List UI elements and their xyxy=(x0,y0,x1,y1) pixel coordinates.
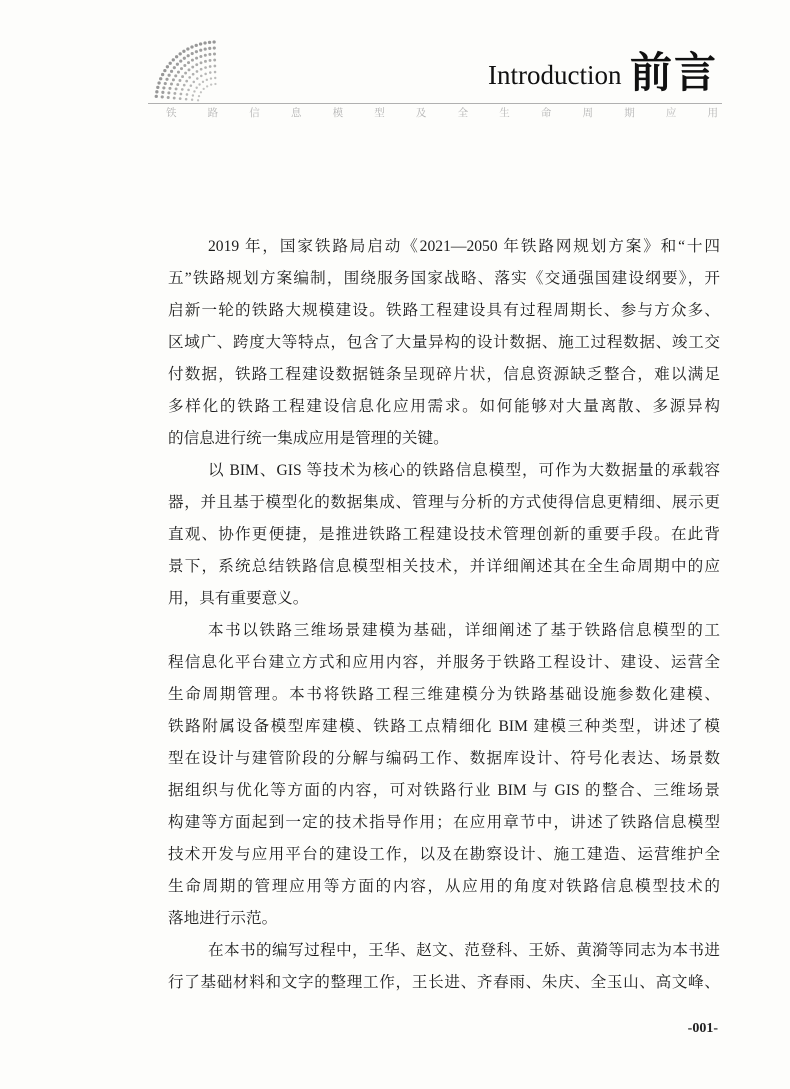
ornament-dot xyxy=(206,79,208,81)
ornament-dot xyxy=(159,77,162,80)
paragraph-line: 落地进行示范。 xyxy=(168,910,278,927)
ornament-dot xyxy=(168,87,171,90)
paragraph-line: 型在设计与建管阶段的分解与编码工作、数据库设计、符号化表达、场景数 xyxy=(168,750,720,767)
ornament-dot xyxy=(180,93,183,96)
paragraph-line: 景下，系统总结铁路信息模型相关技术，并详细阐述其在全生命周期中的应 xyxy=(168,558,720,575)
paragraph-line: 区域广、跨度大等特点，包含了大量异构的设计数据、施工过程数据、竣工交 xyxy=(168,334,720,351)
ornament-dot xyxy=(202,81,204,83)
ornament-dot xyxy=(199,42,202,45)
ornament-dot xyxy=(166,65,169,68)
ornament-dot xyxy=(196,77,199,80)
ornament-dot xyxy=(208,53,211,56)
ornament-dot xyxy=(206,85,208,87)
ornament-dot xyxy=(175,55,178,58)
ornament-dot xyxy=(208,41,211,44)
ornament-dot xyxy=(167,91,170,94)
ornament-dot xyxy=(198,95,200,97)
ornament-dot xyxy=(200,61,203,64)
ornament-dot xyxy=(186,47,189,50)
ornament-dot xyxy=(195,44,198,47)
ornament-dot xyxy=(210,77,212,79)
ornament-dot xyxy=(162,86,165,89)
ornament-dot xyxy=(179,60,182,63)
ornament-dot xyxy=(187,61,190,64)
paragraph xyxy=(168,935,720,999)
ornament-dot xyxy=(190,84,193,87)
ornament-dot xyxy=(209,71,212,74)
ornament-dot xyxy=(214,83,216,85)
dotted-arc-ornament-icon xyxy=(148,36,220,104)
ornament-dot xyxy=(185,98,188,101)
paragraph-line: 多样化的铁路工程建设信息化应用需求。如何能够对大量离散、多源异构 xyxy=(168,398,720,415)
ornament-dot xyxy=(156,86,159,89)
paragraph-line: 生命周期的管理应用等方面的内容，从应用的角度对铁路信息模型技术的 xyxy=(168,878,720,895)
ornament-dot xyxy=(195,50,198,53)
page-number: -001- xyxy=(687,1021,718,1036)
ornament-dot xyxy=(155,95,158,98)
ornament-dot xyxy=(183,64,186,67)
ornament-dot xyxy=(170,70,173,73)
paragraph-line: 铁路附属设备模型库建模、铁路工点精细化 BIM 建模三种类型，讲述了模 xyxy=(168,718,720,735)
ornament-dot xyxy=(180,67,183,70)
ornament-dot xyxy=(213,46,216,49)
ornament-dot xyxy=(184,72,187,75)
ornament-dot xyxy=(175,87,178,90)
paragraph-line: 付数据，铁路工程建设数据链条呈现碎片状，信息资源缺乏整合，难以满足 xyxy=(168,366,720,383)
ornament-dot xyxy=(200,68,203,71)
ornament-dot xyxy=(204,54,207,57)
paragraph-line: 五”铁路规划方案编制，围绕服务国家战略、落实《交通强国建设纲要》，开 xyxy=(168,270,720,287)
section-title-chinese: 前言 xyxy=(630,48,719,97)
ornament-dot xyxy=(155,90,158,93)
ornament-dot xyxy=(187,89,190,92)
ornament-dot xyxy=(161,91,164,94)
ornament-dot xyxy=(177,71,180,74)
ornament-dot xyxy=(176,63,179,66)
ornament-dot xyxy=(209,59,212,62)
ornament-dot xyxy=(203,88,205,90)
ornament-dot xyxy=(203,41,206,44)
paragraph-line: 用，具有重要意义。 xyxy=(168,590,309,607)
ornament-dot xyxy=(190,45,193,48)
ornament-dot xyxy=(187,54,190,57)
paragraph-line: 行了基础材料和文字的整理工作，王长进、齐春雨、朱庆、全玉山、高文峰、 xyxy=(168,974,720,991)
ornament-dot xyxy=(179,97,182,100)
ornament-dot xyxy=(186,93,189,96)
ornament-dot xyxy=(210,84,212,86)
ornament-dot xyxy=(191,99,193,101)
ornament-dot xyxy=(213,59,216,62)
ornament-dot xyxy=(157,81,160,84)
ornament-dot xyxy=(196,70,199,73)
paragraph-line: 的信息进行统一集成应用是管理的关键。 xyxy=(168,430,449,447)
ornament-dot xyxy=(200,75,203,78)
ornament-dot xyxy=(181,88,184,91)
ornament-dot xyxy=(182,50,185,53)
ornament-dot xyxy=(188,76,191,79)
ornament-dot xyxy=(214,65,217,68)
ornament-dot xyxy=(197,99,199,101)
ornament-dot xyxy=(209,65,212,68)
ornament-dot xyxy=(200,91,202,93)
ornament-dot xyxy=(192,94,194,96)
ornament-dot xyxy=(173,92,176,95)
ornament-dot xyxy=(164,82,167,85)
ornament-dot xyxy=(185,80,188,83)
ornament-dot xyxy=(172,78,175,81)
ornament-dot xyxy=(191,66,194,69)
ornament-dot xyxy=(165,78,168,81)
paragraph-line: 2019 年，国家铁路局启动《2021—2050 年铁路网规划方案》和“十四 xyxy=(208,238,720,255)
paragraph-line: 技术开发与应用平台的建设工作，以及在勘察设计、施工建造、运营维护全 xyxy=(168,846,720,863)
paragraph xyxy=(168,615,720,935)
paragraph xyxy=(168,455,720,615)
ornament-dot xyxy=(195,87,197,89)
ornament-dot xyxy=(173,97,176,100)
ornament-dot xyxy=(195,57,198,60)
ornament-dot xyxy=(173,66,176,69)
ornament-dot xyxy=(161,73,164,76)
ornament-dot xyxy=(169,62,172,65)
ornament-dot xyxy=(214,71,217,74)
preface-body xyxy=(168,231,720,999)
paragraph-line: 构建等方面起到一定的技术指导作用；在应用章节中，讲述了铁路信息模型 xyxy=(168,814,720,831)
ornament-dot xyxy=(167,96,170,99)
ornament-dot xyxy=(193,81,196,84)
paragraph-line: 以 BIM、GIS 等技术为核心的铁路信息模型，可作为大数据量的承载容 xyxy=(208,462,720,479)
ornament-dot xyxy=(168,74,171,77)
ornament-dot xyxy=(212,40,215,43)
ornament-dot xyxy=(204,60,207,63)
ornament-dot xyxy=(199,49,202,52)
header-rule xyxy=(148,103,722,104)
paragraph-line: 据组织与优化等方面的内容，可对铁路行业 BIM 与 GIS 的整合、三维场景 xyxy=(168,782,720,799)
running-title: 铁路信息模型及全生命周期应用 xyxy=(166,107,718,119)
section-title-english: Introduction xyxy=(488,60,622,90)
ornament-dot xyxy=(198,83,200,85)
paragraph xyxy=(168,231,720,455)
ornament-dot xyxy=(163,69,166,72)
ornament-dot xyxy=(181,75,184,78)
ornament-dot xyxy=(204,73,207,76)
ornament-dot xyxy=(191,59,194,62)
ornament-dot xyxy=(191,52,194,55)
paragraph-line: 生命周期管理。本书将铁路工程三维建模分为铁路基础设施参数化建模、 xyxy=(168,686,720,703)
ornament-dot xyxy=(192,73,195,76)
ornament-dot xyxy=(179,79,182,82)
ornament-dot xyxy=(172,58,175,61)
ornament-dot xyxy=(179,52,182,55)
paragraph-line: 启新一轮的铁路大规模建设。铁路工程建设具有过程周期长、参与方众多、 xyxy=(168,302,720,319)
ornament-dot xyxy=(183,57,186,60)
ornament-dot xyxy=(188,68,191,71)
ornament-dot xyxy=(170,83,173,86)
ornament-dot xyxy=(214,77,216,79)
ornament-dot xyxy=(176,83,179,86)
ornament-dot xyxy=(208,47,211,50)
ornament-dot xyxy=(204,66,207,69)
paragraph-line: 程信息化平台建立方式和应用内容，并服务于铁路工程设计、建设、运营全 xyxy=(168,654,720,671)
paragraph-line: 器，并且基于模型化的数据集成、管理与分析的方式使得信息更精细、展示更 xyxy=(168,494,720,511)
ornament-dot xyxy=(204,48,207,51)
ornament-dot xyxy=(174,74,177,77)
ornament-dot xyxy=(161,95,164,98)
ornament-dot xyxy=(193,90,195,92)
paragraph-line: 本书以铁路三维场景建模为基础，详细阐述了基于铁路信息模型的工 xyxy=(208,622,720,639)
paragraph-line: 直观、协作更便捷，是推进铁路工程建设技术管理创新的重要手段。在此背 xyxy=(168,526,720,543)
ornament-dot xyxy=(199,55,202,58)
ornament-dot xyxy=(195,63,198,66)
paragraph-line: 在本书的编写过程中，王华、赵文、范登科、王娇、黄漪等同志为本书进 xyxy=(208,942,720,959)
ornament-dot xyxy=(213,53,216,56)
ornament-dot xyxy=(183,84,186,87)
